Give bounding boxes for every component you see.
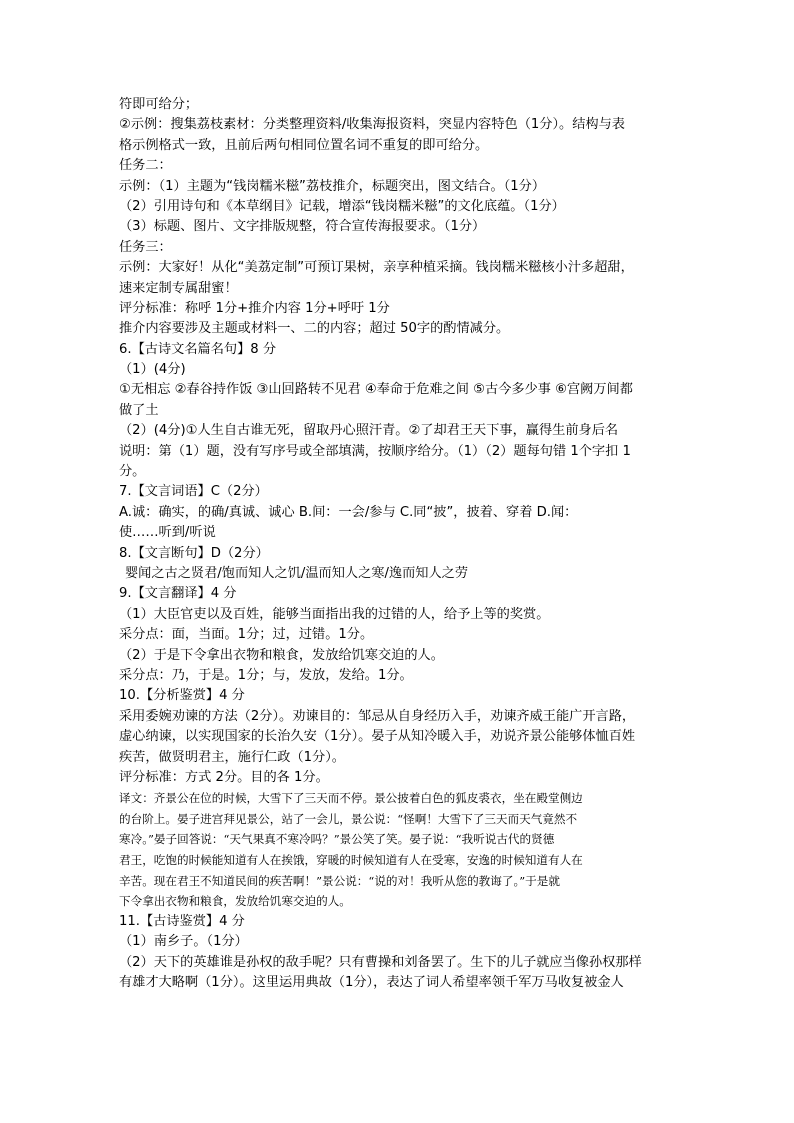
tail-line: （1）南乡子。（1分） <box>119 934 248 950</box>
lines-line: 疾苦，做贤明君主，施行仁政（1分）。 <box>119 749 345 765</box>
lines-line: ②示例：搜集荔枝素材：分类整理资料/收集海报资料，突显内容特色（1分）。结构与表 <box>119 117 625 133</box>
lines-line: 使……听到/听说 <box>119 525 216 541</box>
lines-line: （2）于是下令拿出衣物和粮食，发放给饥寒交迫的人。 <box>119 647 444 663</box>
lines-line: 采分点：面，当面。1分；过，过错。1分。 <box>119 627 374 643</box>
lines-line: 任务二： <box>119 158 172 174</box>
lines-line: 采分点：乃，于是。1分；与，发放，发给。1分。 <box>119 667 413 683</box>
tail-line: 有雄才大略啊（1分）。这里运用典故（1分），表达了词人希望率领千军万马收复被金人 <box>119 975 624 991</box>
lines-line: （2）引用诗句和《本草纲目》记载，增添“钱岗糯米糍”的文化底蕴。（1分） <box>119 198 565 214</box>
poetry-appreciation-block <box>119 912 679 994</box>
lines-line: 9.【文言翻译】4 分 <box>119 586 237 602</box>
translation-block <box>119 788 679 912</box>
lines-line: 格示例格式一致，且前后两句相同位置名词不重复的即可给分。 <box>119 137 489 153</box>
lines-line: （1）大臣官吏以及百姓，能够当面指出我的过错的人，给予上等的奖赏。 <box>119 606 550 622</box>
translation-line: 译文：齐景公在位的时候，大雪下了三天而不停。景公披着白色的狐皮裘衣，坐在殿堂侧边 <box>119 791 583 806</box>
answer-key-content <box>119 95 679 993</box>
lines-line: 虚心纳谏，以实现国家的长治久安（1分）。晏子从知冷暖入手，劝说齐景公能够体恤百姓 <box>119 729 636 745</box>
lines-line: （2）(4分)①人生自古谁无死，留取丹心照汗青。②了却君王天下事，赢得生前身后名 <box>119 423 619 439</box>
lines-line: 6.【古诗文名篇名句】8 分 <box>119 341 277 357</box>
lines-line: ①无相忘 ②春谷持作饭 ③山回路转不见君 ④奉命于危难之间 ⑤古今多少事 ⑥宫阙万间都 <box>119 382 633 398</box>
lines-line: 符即可给分； <box>119 97 199 112</box>
lines-line: 10.【分析鉴赏】4 分 <box>119 688 245 704</box>
lines-line: （1）(4分) <box>119 362 186 378</box>
lines-line: 采用委婉劝谏的方法（2分）。劝谏目的：邹忌从自身经历入手，劝谏齐威王能广开言路， <box>119 708 636 724</box>
lines-line: 示例：大家好！从化“美荔定制”可预订果树，亲享种植采摘。钱岗糯米糍核小汁多超甜， <box>119 260 634 276</box>
lines-line: （3）标题、图片、文字排版规整，符合宣传海报要求。（1分） <box>119 219 486 235</box>
translation-line: 寒冷。”晏子回答说：“天气果真不寒冷吗？”景公笑了笑。晏子说：“我听说古代的贤德 <box>119 832 555 847</box>
lines-line: 说明：第（1）题，没有写序号或全部填满，按顺序给分。（1）（2）题每句错 1个字扣 1 <box>119 443 631 459</box>
lines-line: 示例：（1）主题为“钱岗糯米糍”荔枝推介，标题突出，图文结合。（1分） <box>119 178 546 194</box>
tail-line: （2）天下的英雄谁是孙权的敌手呢？只有曹操和刘备罢了。生下的儿子就应当像孙权那样 <box>119 954 642 970</box>
lines-line: 推介内容要涉及主题或材料一、二的内容；超过 50字的酌情减分。 <box>119 321 510 337</box>
lines-line: 做了土 <box>119 402 159 418</box>
lines-line: 评分标准：称呼 1分+推介内容 1分+呼吁 1分 <box>119 300 390 316</box>
lines-line: 评分标准：方式 2分。目的各 1分。 <box>119 769 329 785</box>
lines-line: A.诚：确实，的确/真诚、诚心 B.间：一会/参与 C.同“披”，披着、穿着 D.闻： <box>119 504 578 520</box>
lines-line: 7.【文言词语】C（2分） <box>119 484 268 500</box>
translation-line: 下令拿出衣物和粮食，发放给饥寒交迫的人。 <box>119 894 351 909</box>
translation-line: 辛苦。现在君王不知道民间的疾苦啊！”景公说：“说的对！我听从您的教诲了。”于是就 <box>119 873 560 888</box>
lines-line: 婴闻之古之贤君/饱而知人之饥/温而知人之寒/逸而知人之劳 <box>125 565 469 581</box>
tail-line: 11.【古诗鉴赏】4 分 <box>119 913 245 929</box>
translation-line: 的台阶上。晏子进宫拜见景公，站了一会儿，景公说：“怪啊！大雪下了三天而天气竟然不 <box>119 811 578 826</box>
translation-line: 君王，吃饱的时候能知道有人在挨饿，穿暖的时候知道有人在受寒，安逸的时候知道有人在 <box>119 853 583 868</box>
answer-lines <box>119 95 679 788</box>
lines-line: 分。 <box>119 464 146 480</box>
lines-line: 任务三： <box>119 239 172 255</box>
lines-line: 速来定制专属甜蜜！ <box>119 280 238 296</box>
lines-line: 8.【文言断句】D（2分） <box>119 545 269 561</box>
